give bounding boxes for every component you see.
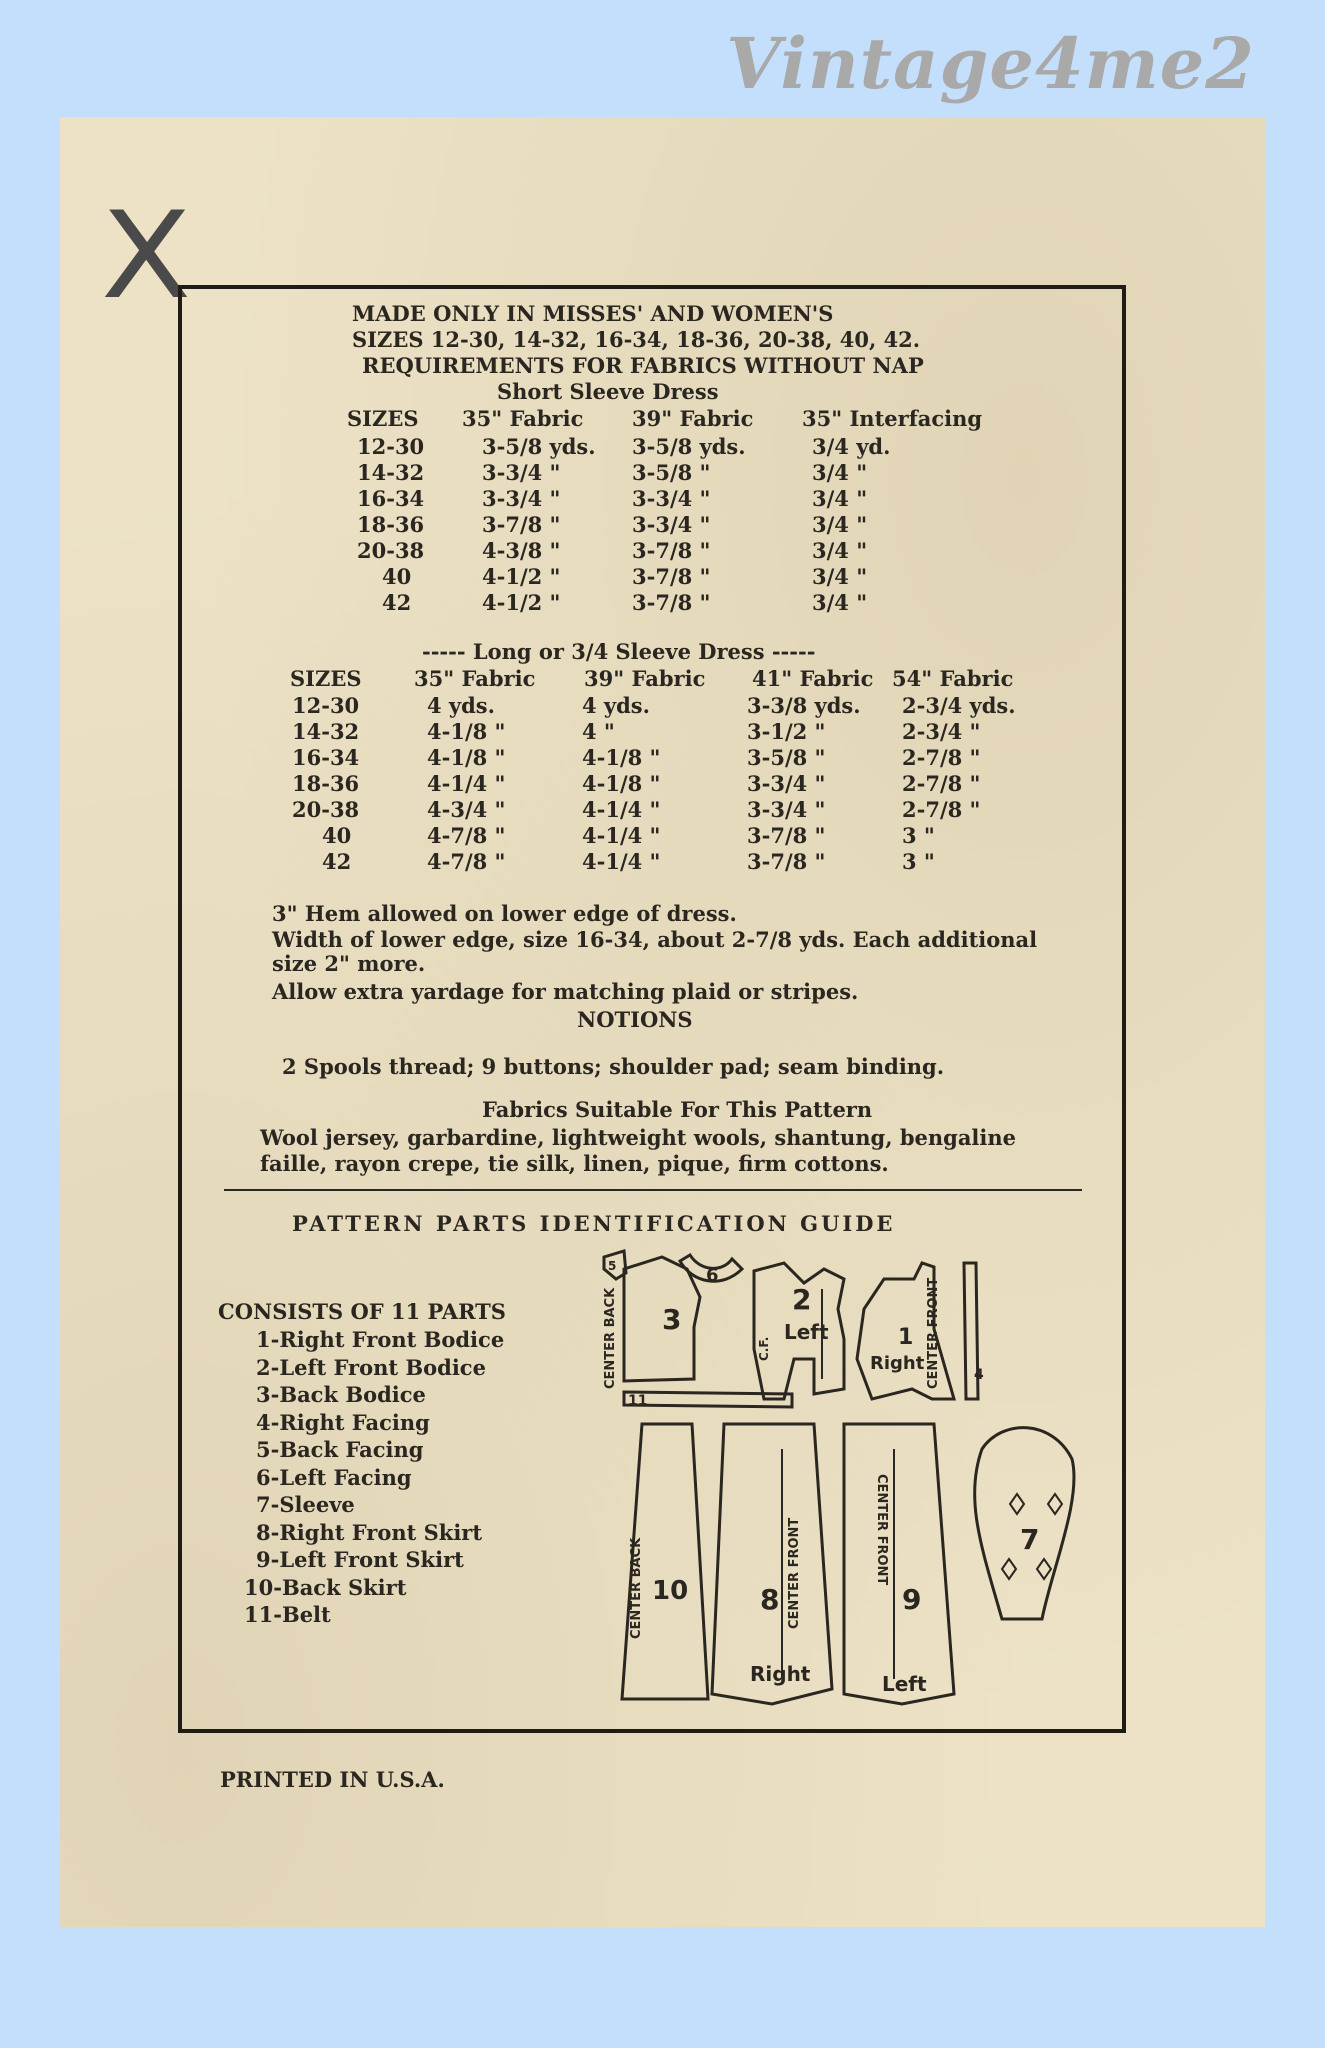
ls-cell: 2-7/8 " [902, 797, 981, 822]
label-n9: 9 [902, 1583, 922, 1616]
ls-cell: 4-1/8 " [582, 745, 661, 770]
ls-cell: 40 [322, 823, 352, 848]
ss-cell: 40 [382, 564, 412, 589]
part-item: 11-Belt [244, 1602, 331, 1627]
ls-cell: 3-3/4 " [747, 771, 826, 796]
consists-label: CONSISTS OF 11 PARTS [218, 1299, 506, 1324]
ls-cell: 18-36 [292, 771, 360, 796]
ss-cell: 4-1/2 " [482, 564, 561, 589]
ss-cell: 16-34 [357, 486, 425, 511]
fabrics-line-1: Wool jersey, garbardine, lightweight wools, shantung, bengaline [260, 1125, 1017, 1150]
ls-cell: 4-3/4 " [427, 797, 506, 822]
part-item: 7-Sleeve [256, 1492, 355, 1517]
part-item: 4-Right Facing [256, 1409, 430, 1435]
ls-header-sizes: SIZES [290, 666, 362, 691]
note-width-2: size 2" more. [272, 951, 426, 976]
ls-cell: 16-34 [292, 745, 360, 770]
label-cf: C.F. [757, 1336, 771, 1361]
ss-cell: 3/4 " [812, 590, 868, 615]
label-n6: 6 [706, 1265, 719, 1286]
ls-cell: 3-7/8 " [747, 823, 826, 848]
ls-cell: 4-1/4 " [582, 823, 661, 848]
notions-title: NOTIONS [577, 1007, 693, 1032]
label-n5: 5 [608, 1259, 617, 1273]
ss-cell: 3-5/8 " [632, 460, 711, 485]
label-center-back-top: CENTER BACK [603, 1287, 618, 1389]
ls-cell: 2-3/4 yds. [902, 693, 1016, 718]
requirements-box [178, 285, 1126, 1733]
ss-cell: 3-7/8 " [632, 538, 711, 563]
ss-cell: 3/4 " [812, 460, 868, 485]
ls-cell: 2-3/4 " [902, 719, 981, 744]
part-item: 3-Back Bodice [256, 1382, 426, 1407]
ls-header-41: 41" Fabric [752, 666, 874, 691]
watermark-logo: Vintage4me2 [726, 22, 1255, 105]
ss-cell: 12-30 [357, 434, 425, 459]
label-n2: 2 [792, 1283, 812, 1316]
label-center-front-9: CENTER FRONT [874, 1474, 889, 1586]
label-n10: 10 [652, 1576, 689, 1606]
label-right-top: Right [870, 1353, 925, 1374]
label-center-front-8: CENTER FRONT [787, 1517, 802, 1629]
part-item: 10-Back Skirt [244, 1574, 407, 1600]
ss-cell: 3-5/8 yds. [482, 434, 596, 459]
ls-cell: 4 yds. [427, 693, 495, 718]
label-right-bottom: Right [750, 1662, 811, 1686]
ls-cell: 4 " [582, 719, 615, 744]
ls-cell: 4-1/8 " [427, 719, 506, 744]
ss-cell: 3-7/8 " [632, 590, 711, 615]
ss-header-sizes: SIZES [347, 406, 419, 431]
part-item: 5-Back Facing [256, 1437, 424, 1462]
ss-cell: 20-38 [357, 538, 425, 563]
ls-cell: 12-30 [292, 693, 360, 718]
ss-cell: 18-36 [357, 512, 425, 537]
part-item: 6-Left Facing [256, 1464, 412, 1490]
ss-cell: 3-3/4 " [482, 460, 561, 485]
ls-cell: 4-1/8 " [582, 771, 661, 796]
part-item: 9-Left Front Skirt [256, 1547, 464, 1572]
short-sleeve-title: Short Sleeve Dress [497, 379, 719, 404]
ss-header-39: 39" Fabric [632, 406, 754, 431]
ls-header-54: 54" Fabric [892, 666, 1014, 691]
label-n7: 7 [1020, 1523, 1040, 1556]
fabrics-title: Fabrics Suitable For This Pattern [482, 1097, 873, 1122]
ss-cell: 3-3/4 " [632, 486, 711, 511]
ss-header-interfacing: 35" Interfacing [802, 406, 983, 431]
label-n4: 4 [974, 1367, 984, 1383]
ls-cell: 4-1/4 " [427, 771, 506, 796]
ls-cell: 3-5/8 " [747, 745, 826, 770]
ss-cell: 3/4 yd. [812, 434, 891, 459]
ss-cell: 3-5/8 yds. [632, 434, 746, 459]
ls-cell: 3-7/8 " [747, 849, 826, 874]
note-allow: Allow extra yardage for matching plaid or stripes. [272, 979, 859, 1004]
header-line-1: MADE ONLY IN MISSES' AND WOMEN'S [352, 301, 834, 326]
part-item: 8-Right Front Skirt [256, 1519, 483, 1545]
ls-cell: 3-1/2 " [747, 719, 826, 744]
note-hem: 3" Hem allowed on lower edge of dress. [272, 901, 737, 926]
ss-cell: 4-3/8 " [482, 538, 561, 563]
label-n1: 1 [898, 1325, 914, 1350]
ls-cell: 4-1/4 " [582, 849, 661, 874]
label-n3: 3 [662, 1303, 682, 1336]
guide-title: PATTERN PARTS IDENTIFICATION GUIDE [292, 1211, 896, 1236]
ls-cell: 4 yds. [582, 693, 650, 718]
label-left-bottom: Left [882, 1672, 927, 1696]
ls-cell: 2-7/8 " [902, 771, 981, 796]
ls-header-39: 39" Fabric [584, 666, 706, 691]
label-n8: 8 [760, 1583, 780, 1616]
part-item: 1-Right Front Bodice [256, 1327, 505, 1352]
ss-cell: 3/4 " [812, 538, 868, 563]
pattern-pieces-diagram [582, 1249, 1102, 1719]
ls-cell: 4-7/8 " [427, 849, 506, 874]
header-line-2: SIZES 12-30, 14-32, 16-34, 18-36, 20-38, 40, 42. [352, 327, 921, 352]
part-item: 2-Left Front Bodice [256, 1354, 486, 1380]
ss-cell: 3/4 " [812, 486, 868, 511]
fabrics-line-2: faille, rayon crepe, tie silk, linen, pique, firm cottons. [260, 1151, 889, 1176]
ss-cell: 3-3/4 " [632, 512, 711, 537]
ls-cell: 4-7/8 " [427, 823, 506, 848]
ls-cell: 2-7/8 " [902, 745, 981, 770]
ls-cell: 4-1/4 " [582, 797, 661, 822]
ss-cell: 42 [382, 590, 412, 615]
ls-header-35: 35" Fabric [414, 666, 536, 691]
ls-cell: 3-3/8 yds. [747, 693, 861, 718]
ls-cell: 4-1/8 " [427, 745, 506, 770]
ls-cell: 14-32 [292, 719, 360, 744]
printed-in-usa: PRINTED IN U.S.A. [220, 1767, 445, 1792]
ss-header-35: 35" Fabric [462, 406, 584, 431]
long-sleeve-title: ----- Long or 3/4 Sleeve Dress ----- [422, 639, 816, 664]
label-center-front-top: CENTER FRONT [926, 1277, 941, 1389]
ls-cell: 3-3/4 " [747, 797, 826, 822]
ss-cell: 3/4 " [812, 512, 868, 537]
ss-cell: 4-1/2 " [482, 590, 561, 615]
ls-cell: 20-38 [292, 797, 360, 822]
piece-9-left-front-skirt [844, 1424, 954, 1704]
ls-cell: 42 [322, 849, 352, 874]
ls-cell: 3 " [902, 849, 935, 874]
header-line-3: REQUIREMENTS FOR FABRICS WITHOUT NAP [362, 353, 924, 378]
notions-text: 2 Spools thread; 9 buttons; shoulder pad; seam binding. [282, 1054, 945, 1079]
label-left-top: Left [784, 1320, 829, 1344]
ss-cell: 14-32 [357, 460, 425, 485]
handwritten-x-mark: X [100, 187, 192, 326]
ss-cell: 3-7/8 " [482, 512, 561, 537]
note-width-1: Width of lower edge, size 16-34, about 2-7/8 yds. Each additional [272, 927, 1038, 952]
label-n11: 11 [628, 1393, 648, 1409]
ls-cell: 3 " [902, 823, 935, 848]
pattern-envelope-back [60, 117, 1265, 1927]
ss-cell: 3-7/8 " [632, 564, 711, 589]
divider [224, 1189, 1082, 1191]
ss-cell: 3/4 " [812, 564, 868, 589]
label-center-back-bottom: CENTER BACK [629, 1537, 644, 1639]
ss-cell: 3-3/4 " [482, 486, 561, 511]
